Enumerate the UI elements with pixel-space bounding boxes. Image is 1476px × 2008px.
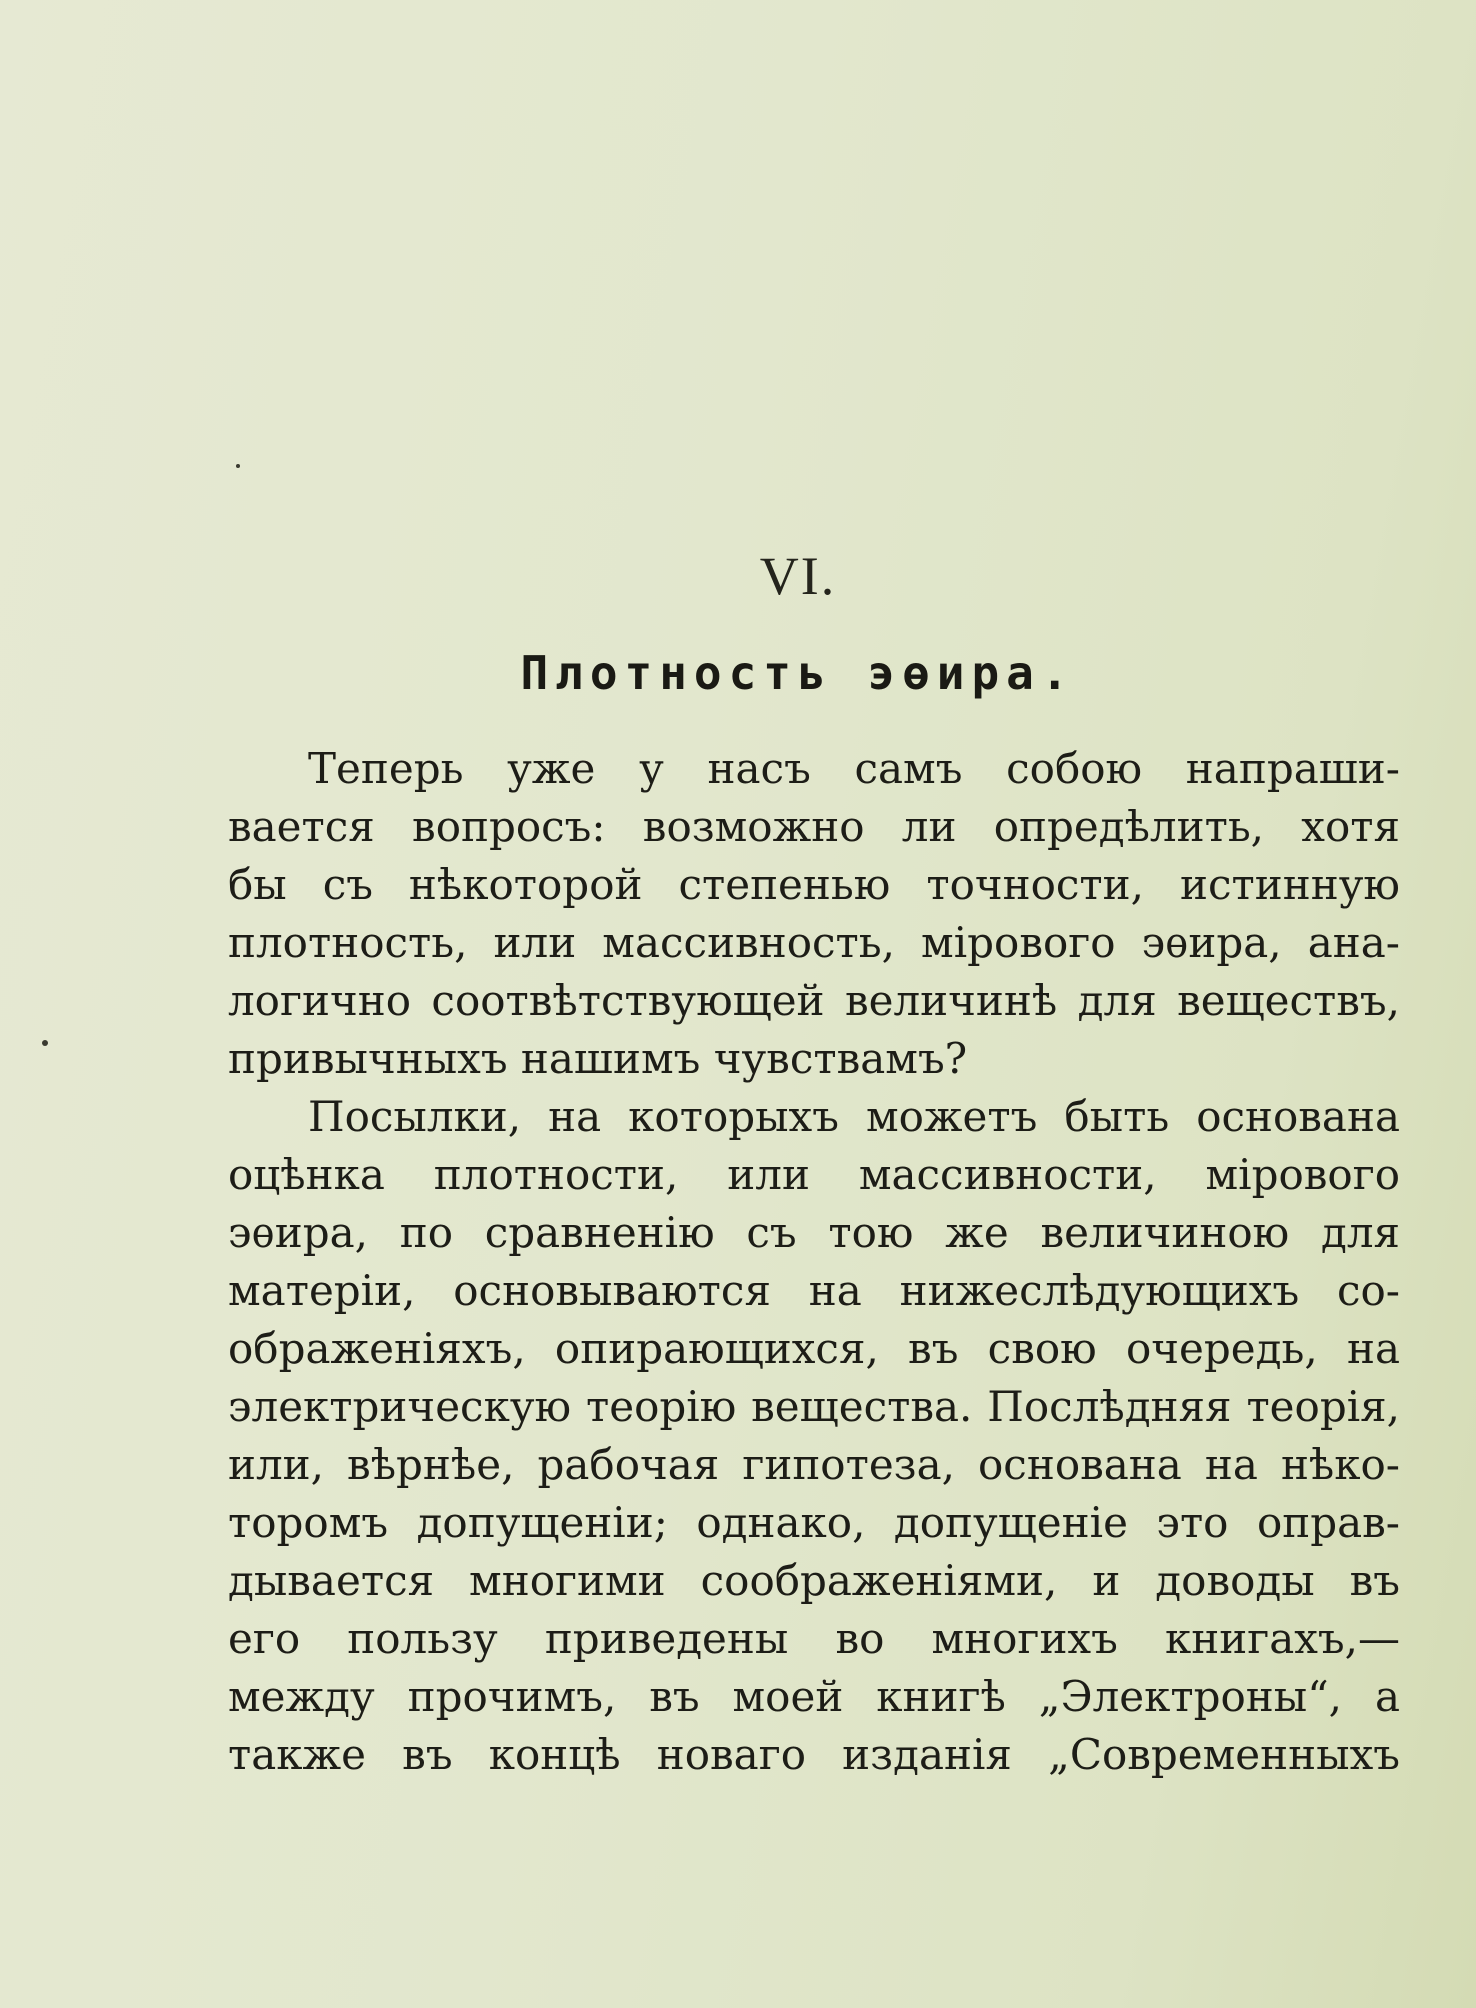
chapter-title: Плотность эѳира.: [520, 646, 1076, 700]
text-line: логично соотвѣтствующей величинѣ для веществъ,: [228, 976, 1400, 1025]
body-text: [228, 740, 1400, 1784]
text-line: плотность, или массивность, мірового эѳира, ана-: [228, 918, 1400, 967]
text-line: или, вѣрнѣе, рабочая гипотеза, основана на нѣко-: [228, 1440, 1400, 1489]
text-line: Посылки, на которыхъ можетъ быть основана: [308, 1092, 1400, 1141]
chapter-number: VI.: [759, 546, 837, 606]
text-line: дывается многими соображеніями, и доводы въ: [228, 1556, 1400, 1605]
text-line: привычныхъ нашимъ чувствамъ?: [228, 1034, 968, 1083]
text-line: также въ концѣ новаго изданія „Современныхъ: [228, 1730, 1400, 1779]
text-line: бы съ нѣкоторой степенью точности, истинную: [228, 860, 1400, 909]
text-line: матеріи, основываются на нижеслѣдующихъ со-: [228, 1266, 1400, 1315]
text-line: Теперь уже у насъ самъ собою напраши-: [308, 744, 1400, 793]
text-line: вается вопросъ: возможно ли опредѣлить, хотя: [228, 802, 1400, 851]
text-line: электрическую теорію вещества. Послѣдняя теорія,: [228, 1382, 1400, 1431]
text-line: торомъ допущеніи; однако, допущеніе это оправ-: [228, 1498, 1400, 1547]
text-line: его пользу приведены во многихъ книгахъ,—: [228, 1614, 1400, 1663]
text-line: оцѣнка плотности, или массивности, мірового: [228, 1150, 1400, 1199]
text-line: ображеніяхъ, опирающихся, въ свою очередь, на: [228, 1324, 1400, 1373]
paper-speck: [42, 1040, 48, 1046]
paper-speck: [236, 464, 240, 468]
text-line: эѳира, по сравненію съ тою же величиною для: [228, 1208, 1400, 1257]
text-line: между прочимъ, въ моей книгѣ „Электроны“, а: [228, 1672, 1400, 1721]
